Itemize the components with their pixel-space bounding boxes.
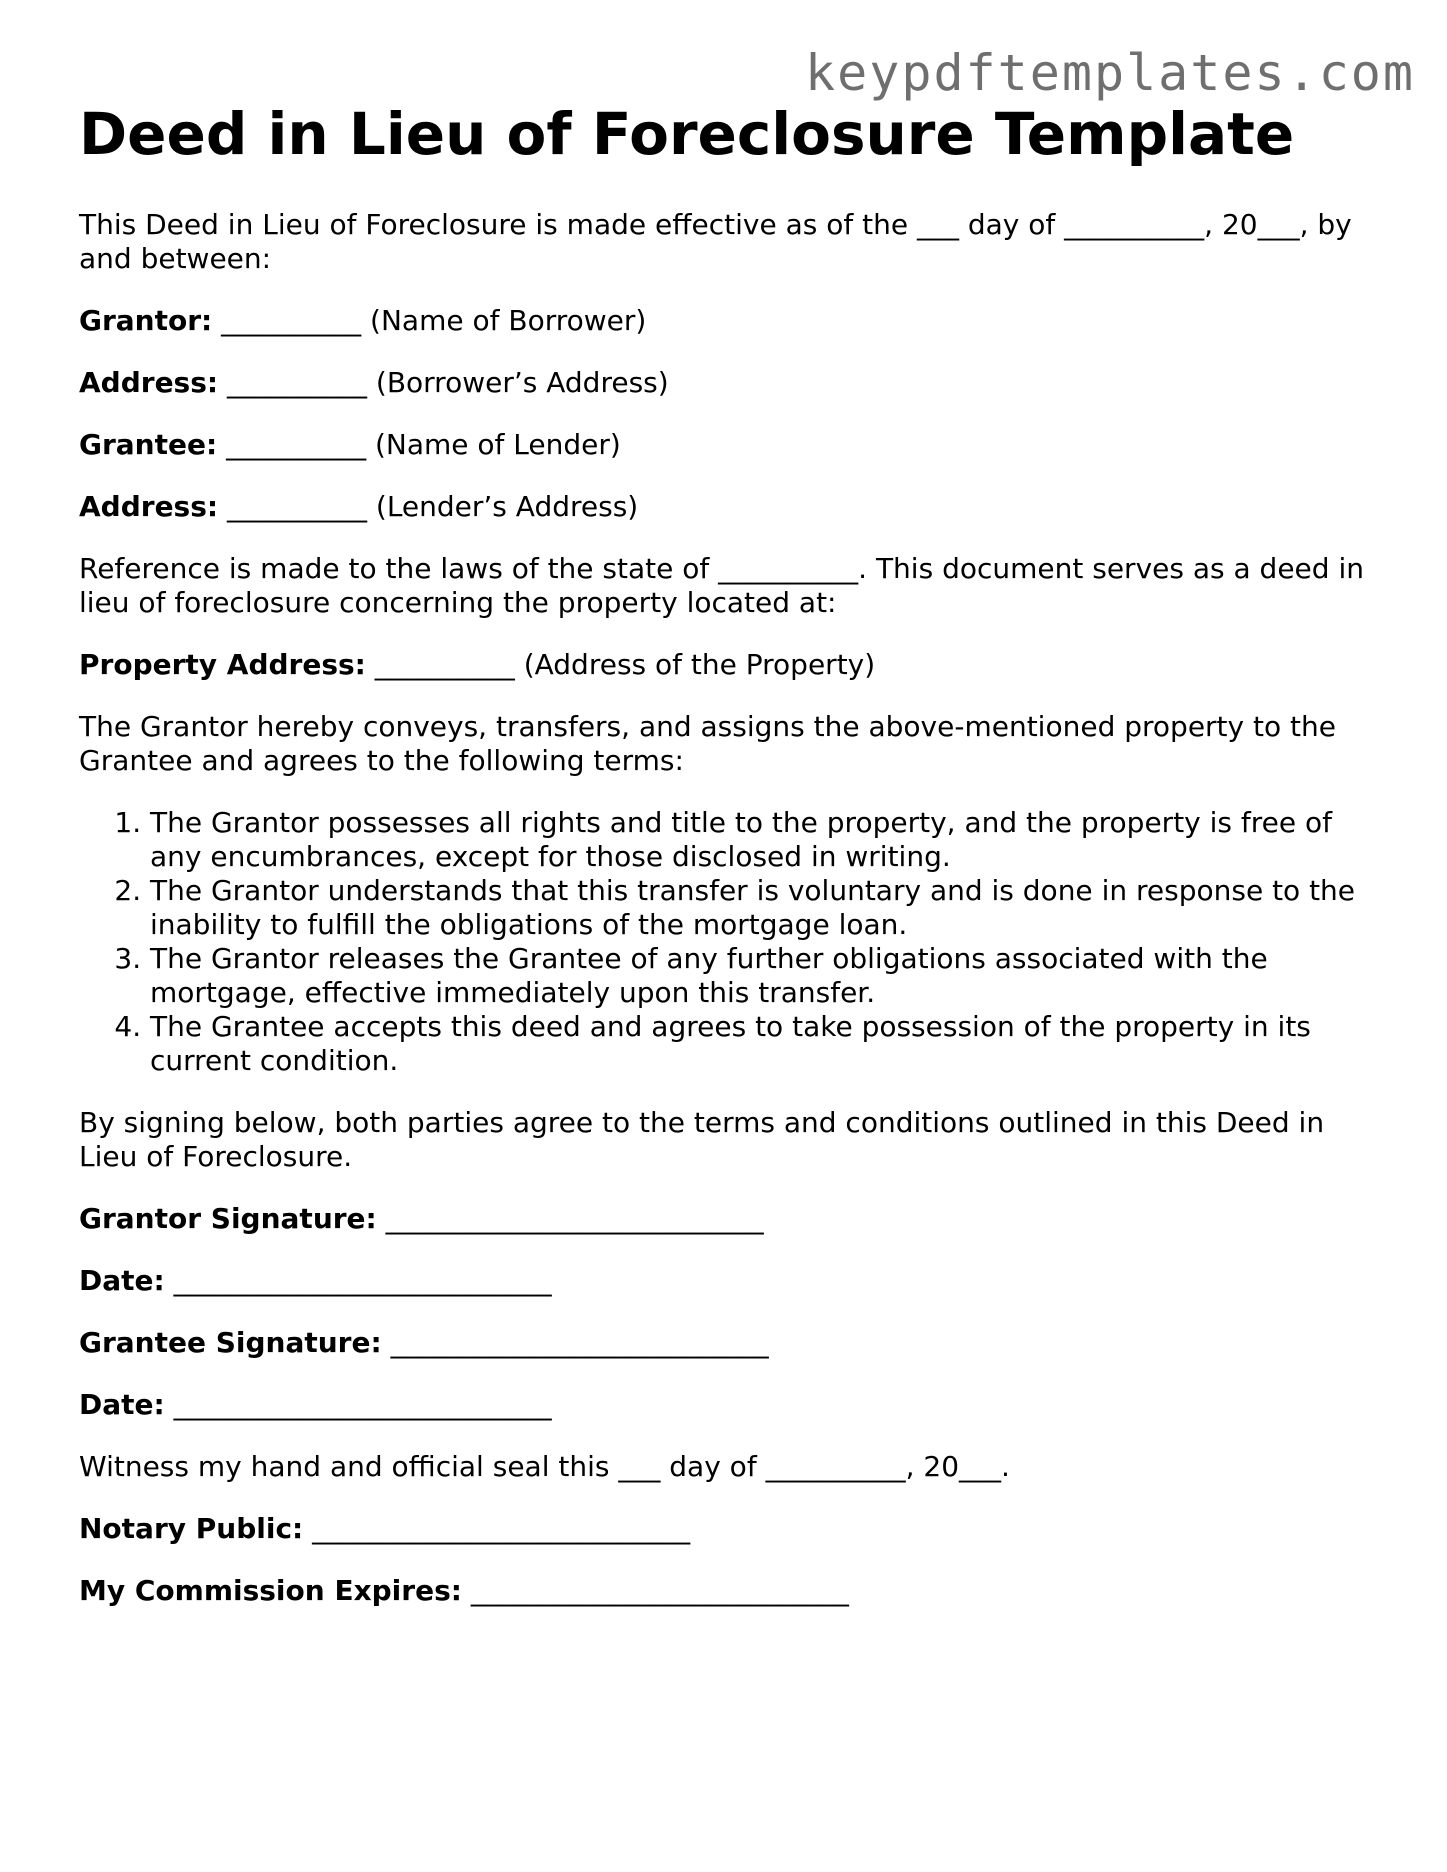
grantor-date-field: [79, 1264, 1379, 1298]
field-label: Grantor:: [79, 304, 213, 337]
field-value: ___________________________: [164, 1264, 552, 1297]
list-item: 4. The Grantee accepts this deed and agrees to take possession of the property in its current condition.: [150, 1010, 1379, 1078]
commission-expires-field: [79, 1574, 1379, 1608]
terms-list: [79, 806, 1379, 1078]
agreement-paragraph: By signing below, both parties agree to the terms and conditions outlined in this Deed in Lieu of Foreclosure.: [79, 1106, 1325, 1173]
witness-paragraph: Witness my hand and official seal this ___ day of __________, 20___.: [79, 1450, 1010, 1483]
field-label: Grantee Signature:: [79, 1326, 382, 1359]
property-address-field: [79, 648, 1379, 682]
field-value: __________ (Name of Borrower): [212, 304, 647, 337]
field-label: Notary Public:: [79, 1512, 304, 1545]
field-value: ___________________________: [164, 1388, 552, 1421]
watermark: keypdftemplates.com: [805, 44, 1415, 102]
list-item: 3. The Grantor releases the Grantee of any further obligations associated with the mortgage, effective immediately upon this transfer.: [150, 942, 1379, 1010]
field-value: __________ (Borrower’s Address): [218, 366, 669, 399]
field-value: __________ (Address of the Property): [365, 648, 876, 681]
intro-paragraph: This Deed in Lieu of Foreclosure is made effective as of the ___ day of __________, 20___, by and between:: [79, 208, 1352, 275]
grantee-address-field: [79, 490, 1379, 524]
grantee-field: [79, 428, 1379, 462]
field-label: Grantee:: [79, 428, 218, 461]
grantor-field: [79, 304, 1379, 338]
field-label: Address:: [79, 366, 219, 399]
field-label: Address:: [79, 490, 219, 523]
field-label: Date:: [79, 1264, 165, 1297]
grantee-date-field: [79, 1388, 1379, 1422]
page-title: Deed in Lieu of Foreclosure Template: [79, 100, 1295, 168]
field-value: ___________________________: [381, 1326, 769, 1359]
grantor-signature-field: [79, 1202, 1379, 1236]
grantee-signature-field: [79, 1326, 1379, 1360]
reference-paragraph: Reference is made to the laws of the state of __________. This document serves as a deed in lieu of foreclosure concerning the property located at:: [79, 552, 1364, 619]
field-label: Date:: [79, 1388, 165, 1421]
field-label: Property Address:: [79, 648, 366, 681]
list-item: 2. The Grantor understands that this transfer is voluntary and is done in response to the inability to fulfill the obligations of the mortgage loan.: [150, 874, 1379, 942]
field-label: Grantor Signature:: [79, 1202, 377, 1235]
field-value: ___________________________: [376, 1202, 764, 1235]
field-value: __________ (Name of Lender): [217, 428, 621, 461]
field-label: My Commission Expires:: [79, 1574, 462, 1607]
conveyance-paragraph: The Grantor hereby conveys, transfers, and assigns the above-mentioned property to the Grantee and agrees to the following terms:: [79, 710, 1336, 777]
field-value: ___________________________: [461, 1574, 849, 1607]
notary-public-field: [79, 1512, 1379, 1546]
list-item: 1. The Grantor possesses all rights and title to the property, and the property is free of any encumbrances, except for those disclosed in writing.: [150, 806, 1379, 874]
field-value: ___________________________: [303, 1512, 691, 1545]
field-value: __________ (Lender’s Address): [218, 490, 639, 523]
document-page: [79, 100, 1379, 1636]
grantor-address-field: [79, 366, 1379, 400]
